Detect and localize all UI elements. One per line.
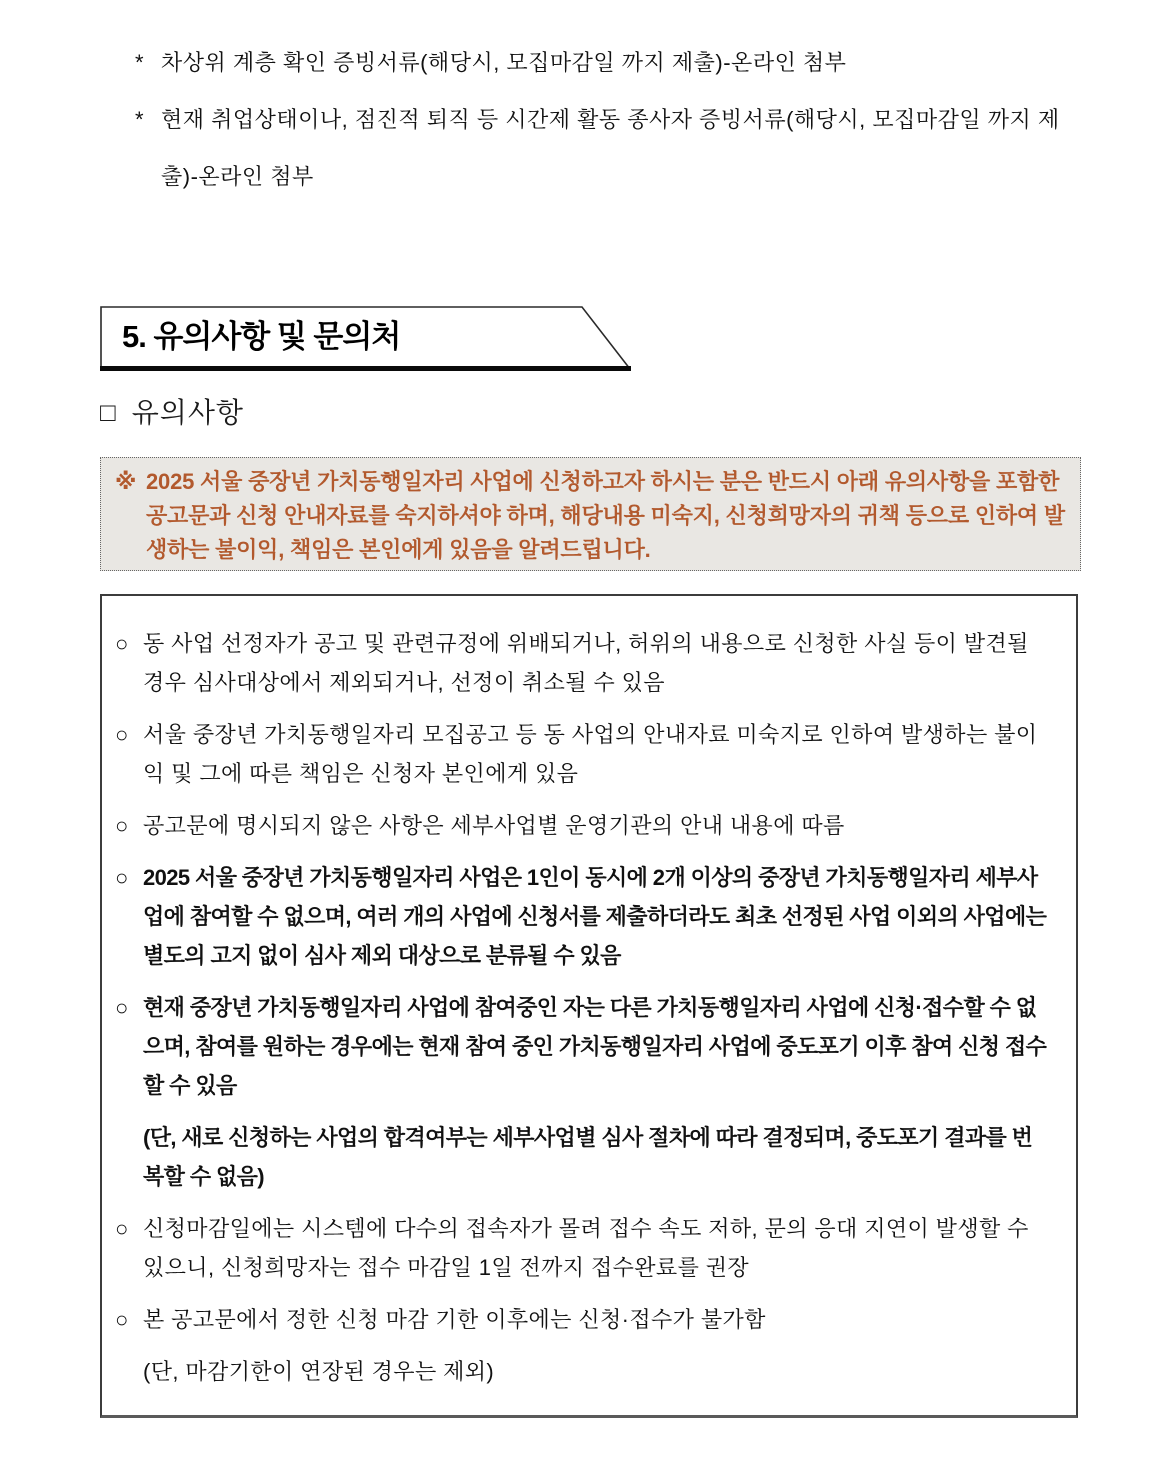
caution-item (115, 988, 1052, 1105)
section-title: 5. 유의사항 및 문의처 (122, 319, 401, 354)
subsection-heading (100, 391, 244, 431)
caution-item (115, 715, 1052, 793)
caution-item (115, 1300, 1052, 1339)
warning-notice (115, 465, 1066, 567)
caution-subnote: (단, 새로 신청하는 사업의 합격여부는 세부사업별 심사 절차에 따라 결정되며, 중도포기 결과를 번복할 수 없음) (143, 1125, 1033, 1189)
subsection-title: 유의사항 (131, 397, 244, 428)
submission-attachment-notes (135, 34, 1087, 205)
warning-notice-box (100, 457, 1081, 571)
caution-text: 공고문에 명시되지 않은 사항은 세부사업별 운영기관의 안내 내용에 따름 (143, 813, 845, 838)
caution-item (115, 858, 1052, 975)
caution-text: 서울 중장년 가치동행일자리 모집공고 등 동 사업의 안내자료 미숙지로 인하여 발생하는 불이익 및 그에 따른 책임은 신청자 본인에게 있음 (143, 722, 1038, 786)
caution-text: 본 공고문에서 정한 신청 마감 기한 이후에는 신청·접수가 불가함 (143, 1307, 766, 1332)
circle-bullet-icon: ○ (115, 631, 129, 656)
asterisk-marker: * (135, 107, 145, 132)
circle-bullet-icon: ○ (115, 995, 128, 1020)
asterisk-marker: * (135, 50, 145, 75)
caution-item (115, 624, 1052, 702)
circle-bullet-icon: ○ (115, 865, 128, 890)
circle-bullet-icon: ○ (115, 1307, 129, 1332)
attachment-note-text: 차상위 계층 확인 증빙서류(해당시, 모집마감일 까지 제출)-온라인 첨부 (161, 50, 847, 75)
caution-text: 현재 중장년 가치동행일자리 사업에 참여중인 자는 다른 가치동행일자리 사업에 신청·접수할 수 없으며, 참여를 원하는 경우에는 현재 참여 중인 가치동행일자리 사업에 중도포기 이후 참여 신청 접수할 수 있음 (143, 995, 1047, 1098)
caution-item (115, 806, 1052, 845)
circle-bullet-icon: ○ (115, 722, 129, 747)
square-bullet-icon: □ (100, 397, 117, 427)
attachment-note-text: 현재 취업상태이나, 점진적 퇴직 등 시간제 활동 종사자 증빙서류(해당시, 모집마감일 까지 제출)-온라인 첨부 (161, 107, 1060, 189)
circle-bullet-icon: ○ (115, 1216, 129, 1241)
caution-text: 신청마감일에는 시스템에 다수의 접속자가 몰려 접수 속도 저하, 문의 응대 지연이 발생할 수 있으니, 신청희망자는 접수 마감일 1일 전까지 접수완료를 권장 (143, 1216, 1029, 1280)
caution-subnote: (단, 마감기한이 연장된 경우는 제외) (143, 1359, 495, 1384)
cautions-box (100, 594, 1078, 1418)
caution-text: 동 사업 선정자가 공고 및 관련규정에 위배되거나, 허위의 내용으로 신청한 사실 등이 발견될 경우 심사대상에서 제외되거나, 선정이 취소될 수 있음 (143, 631, 1029, 695)
circle-bullet-icon: ○ (115, 813, 129, 838)
attachment-note (135, 91, 1087, 205)
attachment-note (135, 34, 1087, 91)
caution-item (115, 1209, 1052, 1287)
warning-notice-text: 2025 서울 중장년 가치동행일자리 사업에 신청하고자 하시는 분은 반드시 아래 유의사항을 포함한 공고문과 신청 안내자료를 숙지하셔야 하며, 해당내용 미숙지, 신청희망자의 귀책 등으로 인하여 발생하는 불이익, 책임은 본인에게 있음을 알려드립니다. (146, 469, 1065, 562)
reference-mark-icon: ※ (115, 469, 137, 494)
caution-text: 2025 서울 중장년 가치동행일자리 사업은 1인이 동시에 2개 이상의 중장년 가치동행일자리 세부사업에 참여할 수 없으며, 여러 개의 사업에 신청서를 제출하더라도 최초 선정된 사업 이외의 사업에는 별도의 고지 없이 심사 제외 대상으로 분류될 수 있음 (143, 865, 1047, 968)
section-banner (100, 306, 634, 374)
